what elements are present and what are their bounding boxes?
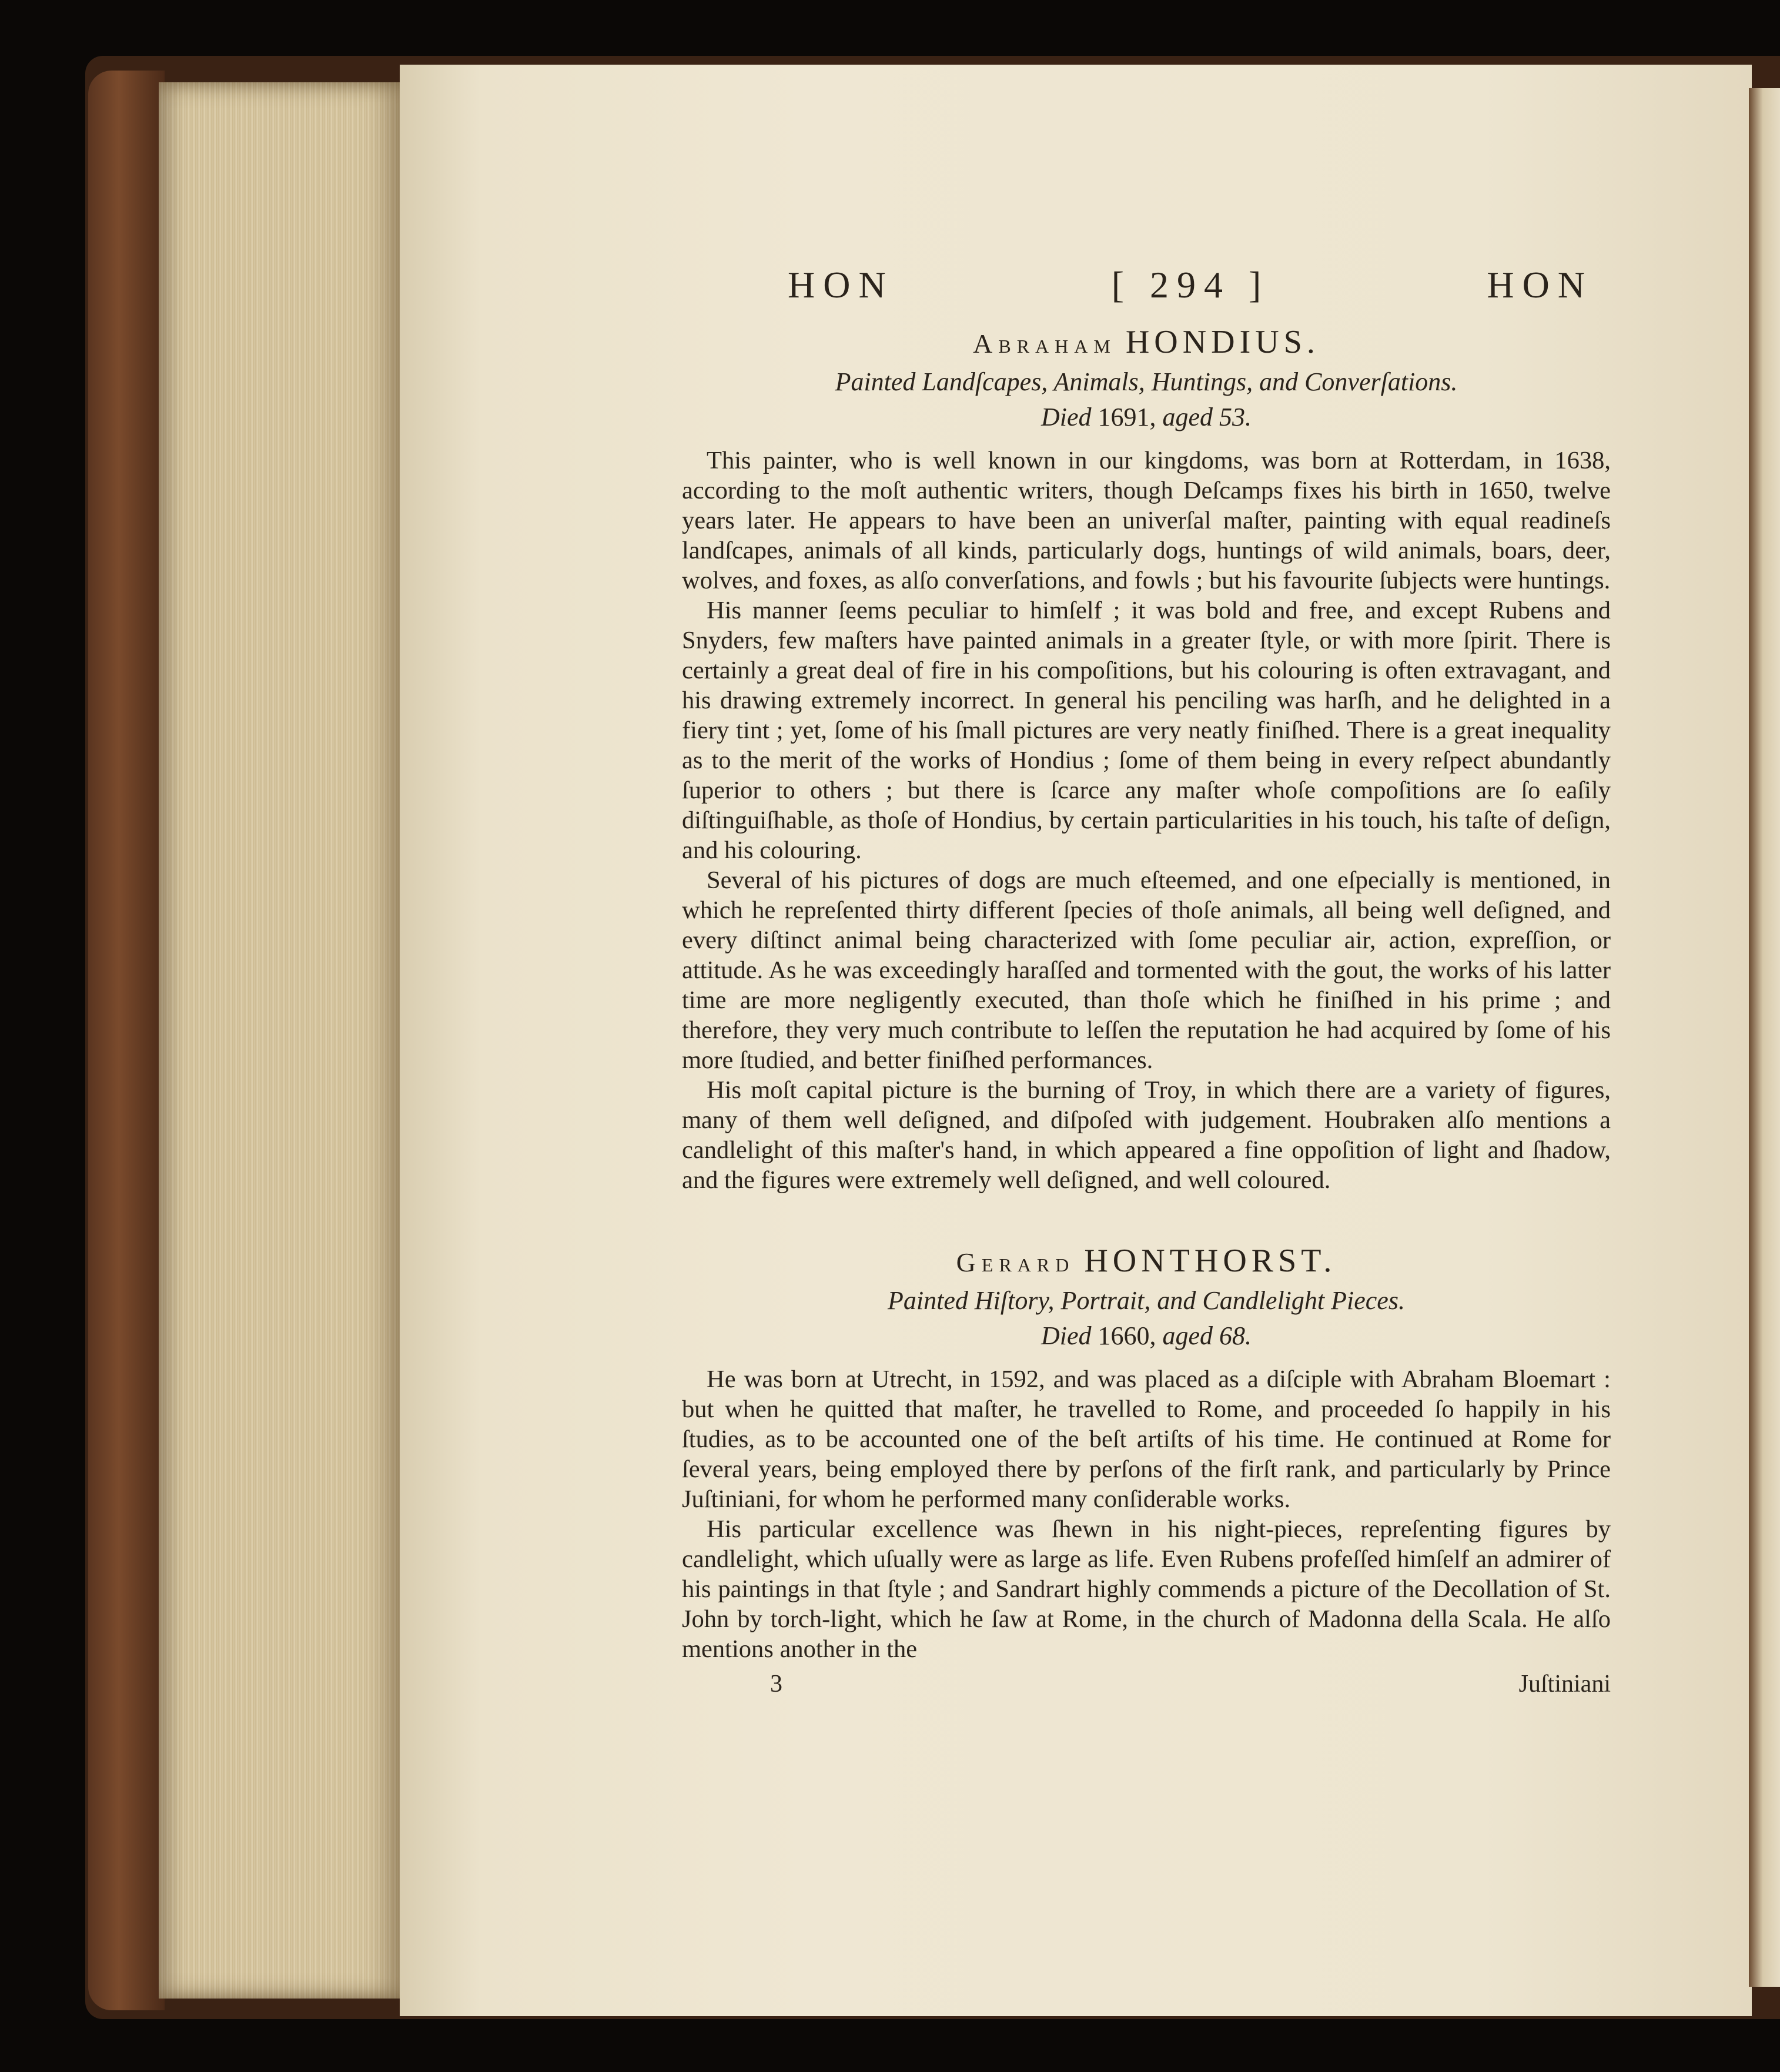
paragraph: His particular excellence was ſhewn in his night-pieces, repreſenting figures by candlelight, which uſually were as large as life. Even Rubens profeſſed himſelf an admirer of his paintings in that ſtyle ; and Sandrart highly commends a picture of the Decollation of St. John by torch-light, which he ſaw at Rome, in the church of Madonna della Scala. He alſo mentions another in the: [682, 1515, 1611, 1663]
entry-first-name: Gerard: [956, 1247, 1075, 1277]
aged: aged 53.: [1162, 403, 1252, 431]
paragraph: He was born at Utrecht, in 1592, and was placed as a diſciple with Abraham Bloemart : but when he quitted that maſter, he travelled to Rome, and proceeded ſo happily in his ſtudies, as to be accounted one of the beſt artiſts of his time. He continued at Rome for ſeveral years, being employed there by perſons of the firſt rank, and particularly by Prince Juſtiniani, for whom he performed many conſiderable works.: [682, 1365, 1611, 1513]
running-head-left: HON: [788, 264, 894, 306]
entry-surname: HONTHORST.: [1084, 1243, 1337, 1279]
page-edges: [159, 82, 406, 1999]
paragraph: His moſt capital picture is the burning of Troy, in which there are a variety of figures, many of them well deſigned, and diſpoſed with judgement. Houbraken alſo mentions a candlelight of this maſter's hand, in which appeared a fine oppoſition of light and ſhadow, and the figures were extremely well deſigned, and well coloured.: [682, 1076, 1611, 1194]
running-head-right: HON: [1487, 264, 1593, 306]
entry-heading-hondius: [682, 323, 1611, 361]
page-text: [682, 253, 1611, 1698]
facing-page-edge: [1749, 88, 1780, 1987]
entry-surname: HONDIUS.: [1125, 324, 1320, 360]
entry-subtitle: Painted Hiſtory, Portrait, and Candlelight Pieces.: [888, 1286, 1405, 1315]
paragraph: Several of his pictures of dogs are much eſteemed, and one eſpecially is mentioned, in which he repreſented thirty different ſpecies of thoſe animals, all being well deſigned, and every diſtinct animal being characterized with ſome peculiar air, action, expreſſion, or attitude. As he was exceedingly haraſſed and tormented with the gout, the works of his latter time are more negligently executed, than thoſe which he finiſhed in his prime ; and therefore, they very much contribute to leſſen the reputation he had acquired by ſome of his more ſtudied, and better finiſhed performances.: [682, 866, 1611, 1074]
entry-dates: [682, 400, 1611, 435]
died-label: Died: [1040, 403, 1092, 431]
entry-heading-honthorst: [682, 1242, 1611, 1280]
paragraph: This painter, who is well known in our kingdoms, was born at Rotterdam, in 1638, according to the moſt authentic writers, though Deſcamps fixes his birth in 1650, twelve years later. He appears to have been an univerſal maſter, painting with equal readineſs landſcapes, animals of all kinds, particularly dogs, huntings of wild animals, boars, deer, wolves, and foxes, as alſo converſations, and fowls ; but his favourite ſubjects were huntings.: [682, 447, 1611, 594]
running-head: [682, 253, 1611, 317]
entry-dates: [682, 1318, 1611, 1354]
aged: aged 68.: [1162, 1321, 1252, 1350]
paragraph: His manner ſeems peculiar to himſelf ; it was bold and free, and except Rubens and Snyders, few maſters have painted animals in a greater ſtyle, or with more ſpirit. There is certainly a great deal of fire in his compoſitions, but his colouring is often extravagant, and his drawing extremely incorrect. In general his penciling was harſh, and he delighted in a fiery tint ; yet, ſome of his ſmall pictures are very neatly finiſhed. There is a great inequality as to the merit of the works of Hondius ; ſome of them being in every reſpect abundantly ſuperior to others ; but there is ſcarce any maſter whoſe compoſitions are ſo eaſily diſtinguiſhable, as thoſe of Hondius, by certain particularities in his touch, his taſte of deſign, and his colouring.: [682, 597, 1611, 864]
catchword: Juſtiniani: [1518, 1671, 1611, 1698]
page-footer: [682, 1670, 1611, 1698]
page-number: [ 294 ]: [1111, 264, 1270, 306]
entry-subtitle: Painted Landſcapes, Animals, Huntings, and Converſations.: [835, 367, 1458, 396]
died-year: 1660,: [1098, 1321, 1156, 1350]
leather-spine: [88, 71, 165, 2010]
entry-first-name: Abraham: [973, 329, 1116, 359]
died-label: Died: [1040, 1321, 1092, 1350]
section-gap: [682, 1195, 1611, 1236]
died-year: 1691,: [1098, 403, 1156, 431]
signature-mark: 3: [770, 1671, 782, 1698]
